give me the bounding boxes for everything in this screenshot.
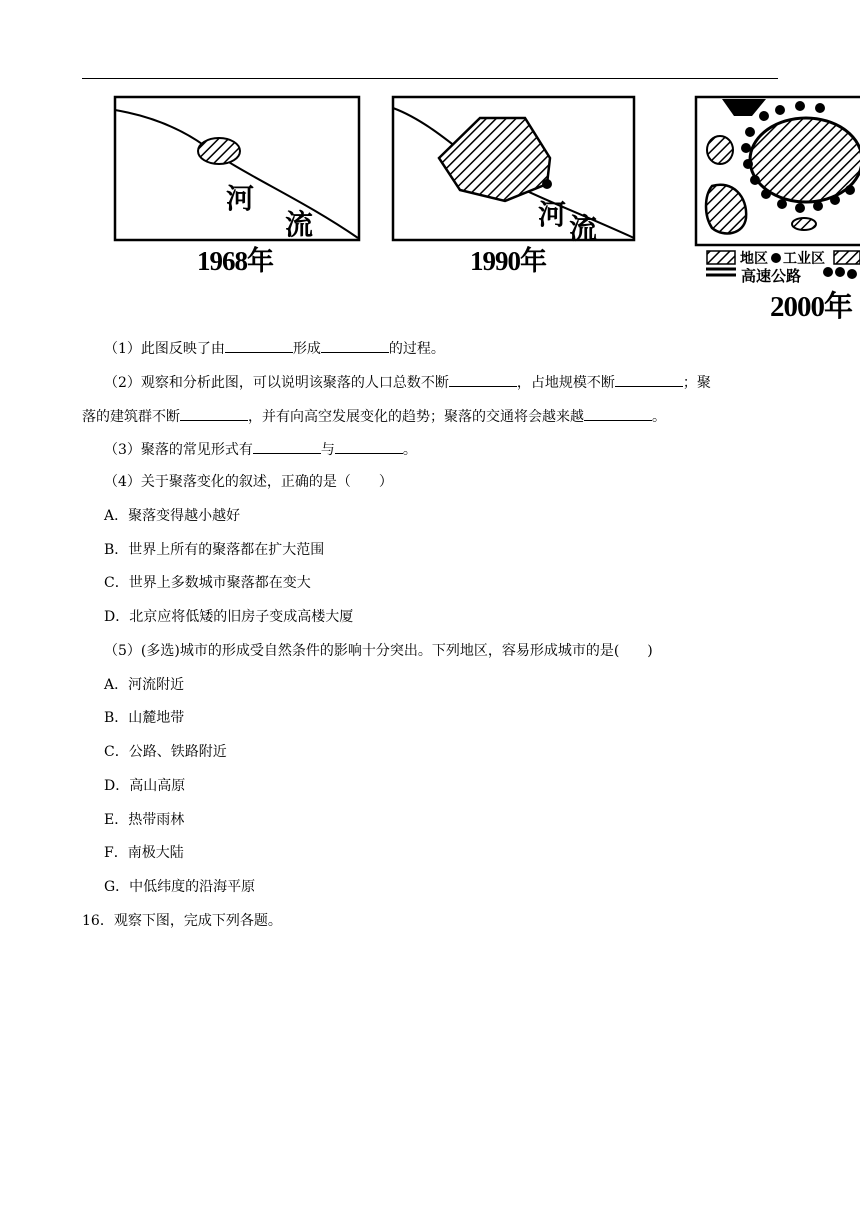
q2-text-b: ，占地规模不断 [516, 375, 615, 391]
river-label-liu: 流 [569, 212, 598, 245]
q3-text-b: 与 [320, 442, 335, 458]
q2-text-a: （2）观察和分析此图，可以说明该聚落的人口总数不断 [104, 375, 449, 391]
q4-stem: （4）关于聚落变化的叙述，正确的是（ ） [104, 474, 393, 490]
river-label-he: 河 [538, 198, 567, 231]
q2-line-2 [82, 405, 666, 427]
q2-text-d: 落的建筑群不断 [82, 409, 180, 425]
q4-option-c[interactable]: C．世界上多数城市聚落都在变大 [104, 575, 311, 591]
q5-stem: （5）(多选)城市的形成受自然条件的影响十分突出。下列地区，容易形成城市的是( ) [104, 643, 653, 659]
q3-text-c: 。 [402, 442, 417, 458]
legend-industry-dot [771, 253, 781, 263]
river-label-he: 河 [226, 182, 255, 215]
q3-line [104, 438, 417, 460]
q2-text-c: ；聚 [682, 375, 711, 391]
q2-blank-2[interactable] [615, 371, 683, 387]
q1-line [104, 337, 445, 359]
legend-area-swatch [707, 251, 735, 264]
q1-blank-1[interactable] [225, 337, 293, 353]
q4-option-d[interactable]: D．北京应将低矮的旧房子变成高楼大厦 [104, 609, 354, 625]
q2-text-f: 。 [652, 409, 666, 425]
q5-option-f[interactable]: F．南极大陆 [104, 845, 184, 861]
header-rule [82, 78, 778, 79]
q1-blank-2[interactable] [321, 337, 389, 353]
map-panel-2000 [696, 97, 860, 323]
q1-text-b: 形成 [292, 341, 321, 357]
settlement-shape [198, 138, 240, 164]
q3-text-a: （3）聚落的常见形式有 [104, 442, 253, 458]
year-label-1990: 1990年 [470, 246, 546, 276]
map-panel-1990 [393, 97, 634, 276]
q2-line-1 [104, 371, 711, 393]
q2-blank-4[interactable] [584, 405, 652, 421]
q5-option-a[interactable]: A．河流附近 [104, 677, 185, 693]
q1-text-a: （1）此图反映了由 [104, 341, 225, 357]
q3-blank-2[interactable] [335, 438, 403, 454]
q4-option-a[interactable]: A．聚落变得越小越好 [104, 508, 241, 524]
river-label-liu: 流 [285, 208, 314, 241]
q5-option-g[interactable]: G．中低纬度的沿海平原 [104, 879, 256, 895]
map-panel-1968 [115, 97, 359, 276]
q2-blank-1[interactable] [449, 371, 517, 387]
q16-stem: 16．观察下图，完成下列各题。 [82, 913, 282, 929]
q5-option-d[interactable]: D．高山高原 [104, 778, 186, 794]
legend-area-label: 地区 [740, 251, 768, 267]
q5-option-c[interactable]: C．公路、铁路附近 [104, 744, 227, 760]
q5-option-b[interactable]: B．山麓地带 [104, 710, 185, 726]
legend-highway-label: 高速公路 [741, 267, 802, 285]
year-label-1968: 1968年 [197, 246, 273, 276]
year-label-2000: 2000年 [770, 291, 853, 323]
q2-blank-3[interactable] [180, 405, 248, 421]
q4-option-b[interactable]: B．世界上所有的聚落都在扩大范围 [104, 542, 325, 558]
industry-dot [542, 179, 552, 189]
q2-text-e: ，并有向高空发展变化的趋势；聚落的交通将会越来越 [248, 409, 584, 425]
q3-blank-1[interactable] [253, 438, 321, 454]
legend-industry-label: 工业区 [783, 251, 825, 267]
q5-option-e[interactable]: E．热带雨林 [104, 812, 185, 828]
settlement-change-figure [100, 88, 860, 328]
q1-text-c: 的过程。 [388, 341, 445, 357]
